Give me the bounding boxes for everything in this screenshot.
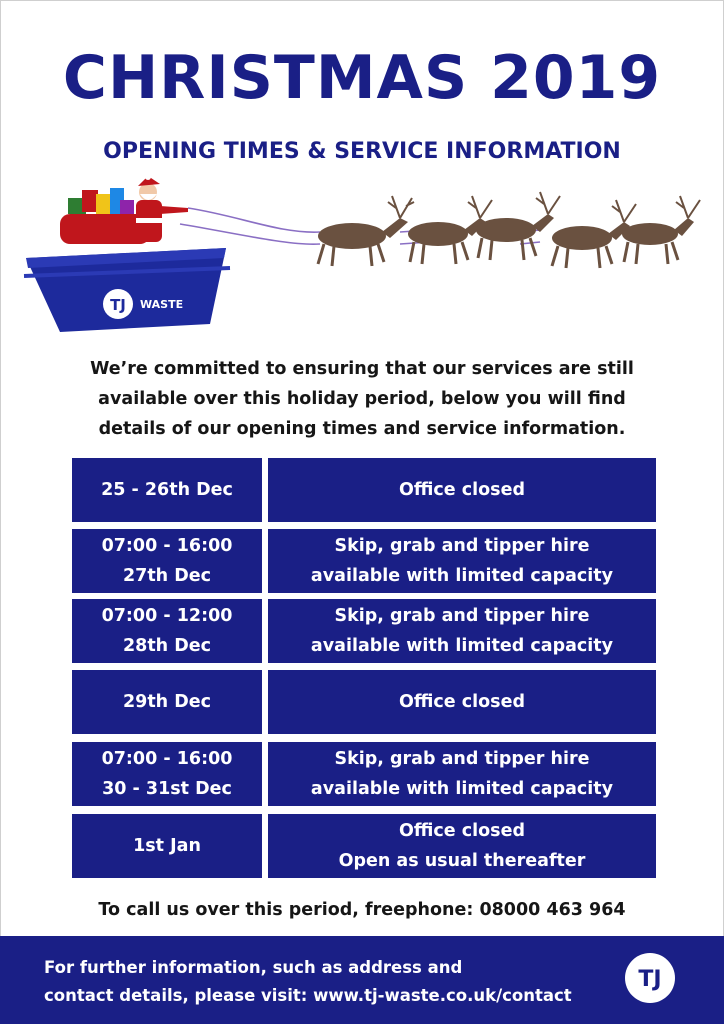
info-line: Skip, grab and tipper hire — [334, 536, 590, 556]
intro-line: available over this holiday period, below you will find — [98, 389, 626, 409]
schedule-date-cell — [72, 599, 262, 663]
time-line: 07:00 - 12:00 — [101, 606, 233, 626]
schedule-date-cell — [72, 458, 262, 522]
footer-bar — [0, 936, 724, 1024]
schedule-date-cell — [72, 670, 262, 734]
poster-title: CHRISTMAS 2019 — [62, 43, 662, 113]
intro-paragraph — [60, 354, 664, 444]
schedule-row — [72, 742, 656, 806]
date-line: 25 - 26th Dec — [101, 480, 233, 500]
schedule-info-cell — [268, 599, 656, 663]
reindeer-1 — [318, 196, 414, 266]
santa-sleigh-illustration — [20, 172, 710, 340]
info-line: Open as usual thereafter — [338, 851, 586, 871]
date-line: 1st Jan — [133, 836, 201, 856]
schedule-info-cell — [268, 742, 656, 806]
schedule-info-cell — [268, 458, 656, 522]
info-line: Skip, grab and tipper hire — [334, 606, 590, 626]
schedule-row — [72, 599, 656, 663]
poster-subtitle: OPENING TIMES & SERVICE INFORMATION — [103, 139, 621, 164]
footer-text — [44, 954, 572, 1010]
time-line: 07:00 - 16:00 — [101, 536, 233, 556]
info-line: Office closed — [399, 692, 525, 712]
footer-line: contact details, please visit: www.tj-waste.co.uk/contact — [44, 986, 572, 1005]
schedule-date-cell — [72, 529, 262, 593]
info-line: Office closed — [399, 480, 525, 500]
intro-line: details of our opening times and service information. — [98, 419, 626, 439]
schedule-row — [72, 529, 656, 593]
schedule-info-cell — [268, 529, 656, 593]
time-line: 07:00 - 16:00 — [101, 749, 233, 769]
footer-line: For further information, such as address and — [44, 958, 463, 977]
info-line: available with limited capacity — [310, 566, 614, 586]
skip-brand-text: WASTE — [140, 298, 184, 311]
footer-logo-letters: TJ — [638, 967, 662, 992]
date-line: 28th Dec — [122, 636, 212, 656]
date-line: 29th Dec — [122, 692, 212, 712]
info-line: Skip, grab and tipper hire — [334, 749, 590, 769]
schedule-row — [72, 670, 656, 734]
intro-line: We’re committed to ensuring that our services are still — [90, 359, 634, 379]
tj-logo-icon — [624, 952, 676, 1004]
schedule-info-cell — [268, 814, 656, 878]
info-line: available with limited capacity — [310, 779, 614, 799]
freephone-line: To call us over this period, freephone: 08000 463 964 — [98, 900, 626, 920]
schedule-info-cell — [268, 670, 656, 734]
reindeer-team — [318, 192, 700, 268]
schedule-date-cell — [72, 742, 262, 806]
date-line: 30 - 31st Dec — [102, 779, 232, 799]
date-line: 27th Dec — [122, 566, 212, 586]
reindeer-3 — [476, 192, 560, 260]
santa-figure — [136, 174, 188, 242]
schedule-row — [72, 814, 656, 878]
skip-logo-letters: TJ — [110, 296, 126, 314]
skip-container — [24, 248, 230, 332]
info-line: available with limited capacity — [310, 636, 614, 656]
schedule-row — [72, 458, 656, 522]
schedule-date-cell — [72, 814, 262, 878]
info-line: Office closed — [399, 821, 525, 841]
